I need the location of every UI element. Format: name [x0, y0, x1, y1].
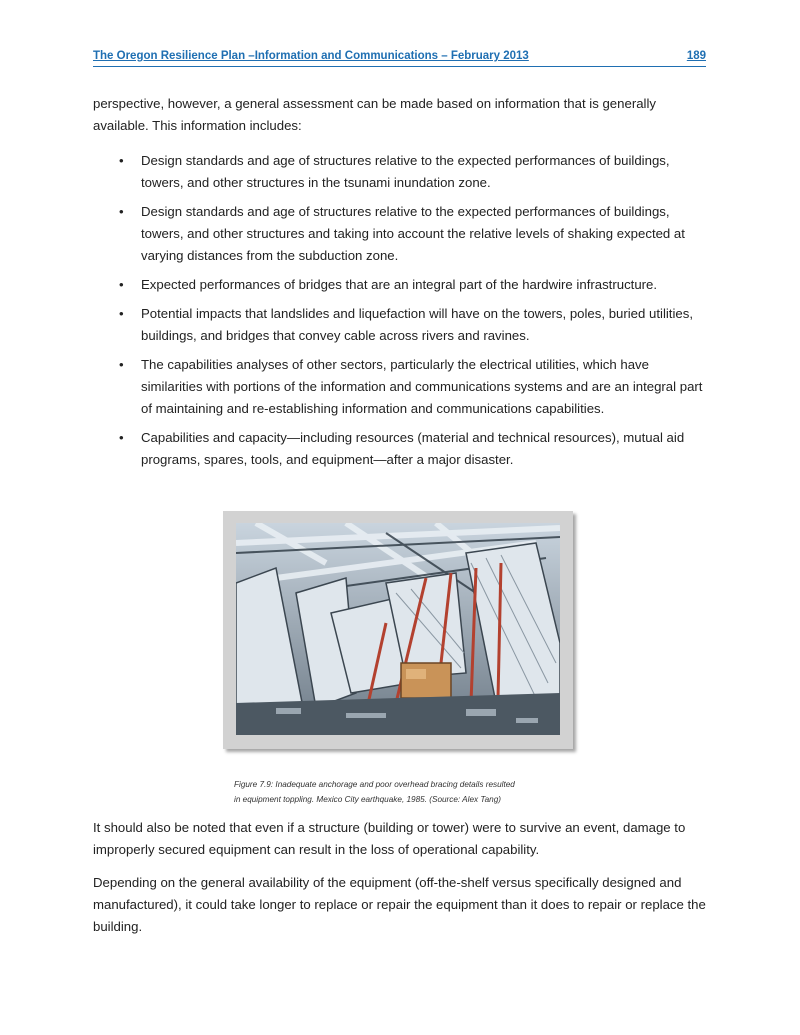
document-title: The Oregon Resilience Plan –Information and Communications – February 2013: [93, 50, 529, 62]
list-item-text: Expected performances of bridges that are an integral part of the hardwire infrastructure.: [141, 277, 658, 292]
list-item: [93, 354, 708, 420]
list-item: [93, 303, 708, 347]
bullet-icon: •: [119, 153, 124, 168]
list-item: [93, 274, 708, 296]
caption-line-1: Figure 7.9: Inadequate anchorage and poor overhead bracing details resulted: [234, 780, 515, 789]
list-item-text: Design standards and age of structures relative to the expected performances of buildings, towers, and other structures in the tsunami inundation zone.: [141, 153, 670, 190]
body-paragraph: Depending on the general availability of the equipment (off-the-shelf versus specifically designed and manufactured), it could take longer to replace or repair the equipment than it does to repair or replace the building.: [93, 875, 706, 934]
list-item-text: Design standards and age of structures relative to the expected performances of buildings, towers, and other structures and taking into account the relative levels of shaking expected at varying distances from the subduction zone.: [141, 204, 685, 263]
collapsed-equipment-illustration: [236, 523, 560, 735]
list-item-text: The capabilities analyses of other sectors, particularly the electrical utilities, which have similarities with portions of the information and communications systems and are an integral part of maintaining and re-establishing information and communications capabilities.: [141, 357, 703, 416]
information-list: [93, 150, 708, 478]
bullet-icon: •: [119, 204, 124, 219]
earthquake-damage-photo: [236, 523, 560, 735]
list-item-text: Capabilities and capacity—including resources (material and technical resources), mutual aid programs, spares, tools, and equipment—after a major disaster.: [141, 430, 685, 467]
bullet-icon: •: [119, 277, 124, 292]
intro-paragraph: [93, 93, 708, 137]
list-item-text: Potential impacts that landslides and liquefaction will have on the towers, poles, buried utilities, buildings, and bridges that convey cable across rivers and ravines.: [141, 306, 693, 343]
figure-caption: [234, 777, 594, 807]
list-item: [93, 427, 708, 471]
list-item: [93, 150, 708, 194]
page-header: [93, 50, 706, 67]
intro-line-1: perspective, however, a general assessment can be made based on information that is generally: [93, 96, 656, 111]
figure-frame: [223, 511, 573, 749]
list-item: [93, 201, 708, 267]
bullet-icon: •: [119, 306, 124, 321]
caption-line-2: in equipment toppling. Mexico City earthquake, 1985. (Source: Alex Tang): [234, 795, 502, 804]
body-paragraph: It should also be noted that even if a structure (building or tower) were to survive an event, damage to improperly secured equipment can result in the loss of operational capability.: [93, 820, 686, 857]
bullet-icon: •: [119, 430, 124, 445]
intro-line-2: available. This information includes:: [93, 118, 302, 133]
bullet-icon: •: [119, 357, 124, 372]
page-number: 189: [686, 50, 706, 62]
